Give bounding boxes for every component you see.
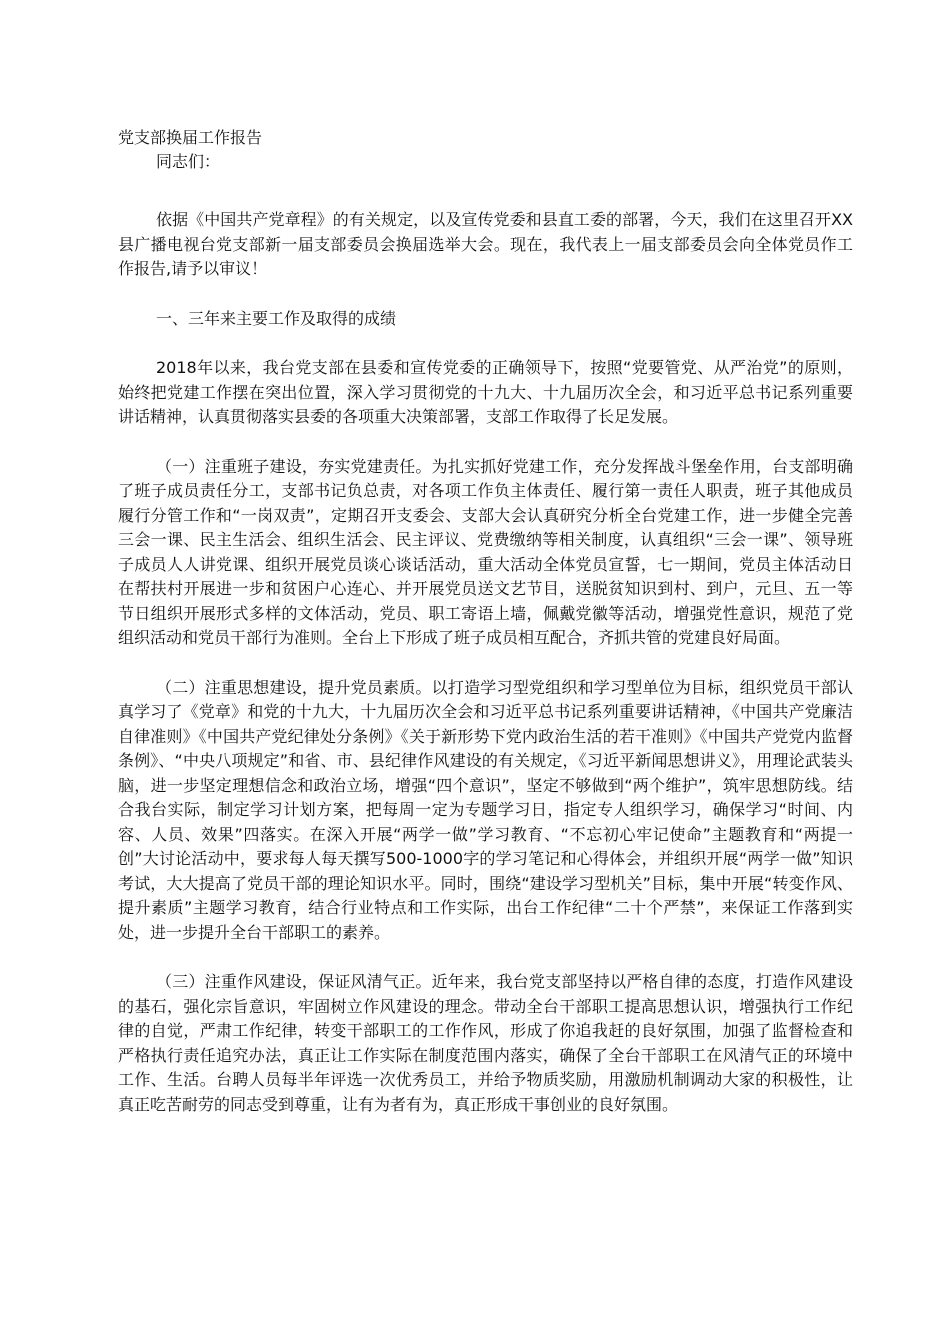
section-heading: 一、三年来主要工作及取得的成绩: [156, 308, 397, 328]
section-intro-paragraph: 2018年以来，我台党支部在县委和宣传党委的正确领导下，按照“党要管党、从严治党”的原则，始终把党建工作摆在突出位置，深入学习贯彻党的十九大、十九届历次全会，和习近平总书记系列重要讲话精神，认真贯彻落实县委的各项重大决策部署，支部工作取得了长足发展。: [118, 358, 853, 426]
item-1-paragraph: （一）注重班子建设，夯实党建责任。为扎实抓好党建工作，充分发挥战斗堡垒作用，台支部明确了班子成员责任分工，支部书记负总责，对各项工作负主体责任、履行第一责任人职责，班子其他成员履行分管工作和“一岗双责”，定期召开支委会、支部大会认真研究分析全台党建工作，进一步健全完善三会一课、民主生活会、组织生活会、民主评议、党费缴纳等相关制度，认真组织“三会一课”、领导班子成员人人讲党课、组织开展党员谈心谈话活动，重大活动全体党员宣誓，七一期间，党员主体活动日在帮扶村开展进一步和贫困户心连心、并开展党员送文艺节目，送脱贫知识到村、到户，元旦、五一等节日组织开展形式多样的文体活动，党员、职工寄语上墙，佩戴党徽等活动，增强党性意识，规范了党组织活动和党员干部行为准则。全台上下形成了班子成员相互配合，齐抓共管的党建良好局面。: [118, 456, 853, 647]
document-body: [118, 126, 853, 1117]
item-3-paragraph: （三）注重作风建设，保证风清气正。近年来，我台党支部坚持以严格自律的态度，打造作风建设的基石，强化宗旨意识，牢固树立作风建设的理念。带动全台干部职工提高思想认识，增强执行工作纪律的自觉，严肃工作纪律，转变干部职工的工作作风，形成了你追我赶的良好氛围，加强了监督检查和严格执行责任追究办法，真正让工作实际在制度范围内落实，确保了全台干部职工在风清气正的环境中工作、生活。台聘人员每半年评选一次优秀员工，并给予物质奖励，用激励机制调动大家的积极性，让真正吃苦耐劳的同志受到尊重，让有为者有为，真正形成干事创业的良好氛围。: [118, 972, 853, 1114]
greeting: 同志们：: [156, 152, 221, 171]
intro-paragraph: 依据《中国共产党章程》的有关规定，以及宣传党委和县直工委的部署，今天，我们在这里召开XX县广播电视台党支部新一届支部委员会换届选举大会。现在，我代表上一届支部委员会向全体党员作工作报告,请予以审议！: [118, 210, 853, 278]
item-2-paragraph: （二）注重思想建设，提升党员素质。以打造学习型党组织和学习型单位为目标，组织党员干部认真学习了《党章》和党的十九大，十九届历次全会和习近平总书记系列重要讲话精神，《中国共产党廉洁自律准则》《中国共产党纪律处分条例》《关于新形势下党内政治生活的若干准则》《中国共产党党内监督条例》、“中央八项规定”和省、市、县纪律作风建设的有关规定，《习近平新闻思想讲义》，用理论武装头脑，进一步坚定理想信念和政治立场，增强“四个意识”，坚定不够做到“两个维护”，筑牢思想防线。结合我台实际，制定学习计划方案，把每周一定为专题学习日，指定专人组织学习，确保学习“时间、内容、人员、效果”四落实。在深入开展“两学一做”学习教育、“不忘初心牢记使命”主题教育和“两提一创”大讨论活动中，要求每人每天撰写500-1000字的学习笔记和心得体会，并组织开展“两学一做”知识考试，大大提高了党员干部的理论知识水平。同时，围绕“建设学习型机关”目标，集中开展“转变作风、提升素质”主题学习教育，结合行业特点和工作实际，出台工作纪律“二十个严禁”，来保证工作落到实处，进一步提升全台干部职工的素养。: [118, 677, 853, 942]
document-title: 党支部换届工作报告: [118, 128, 263, 147]
